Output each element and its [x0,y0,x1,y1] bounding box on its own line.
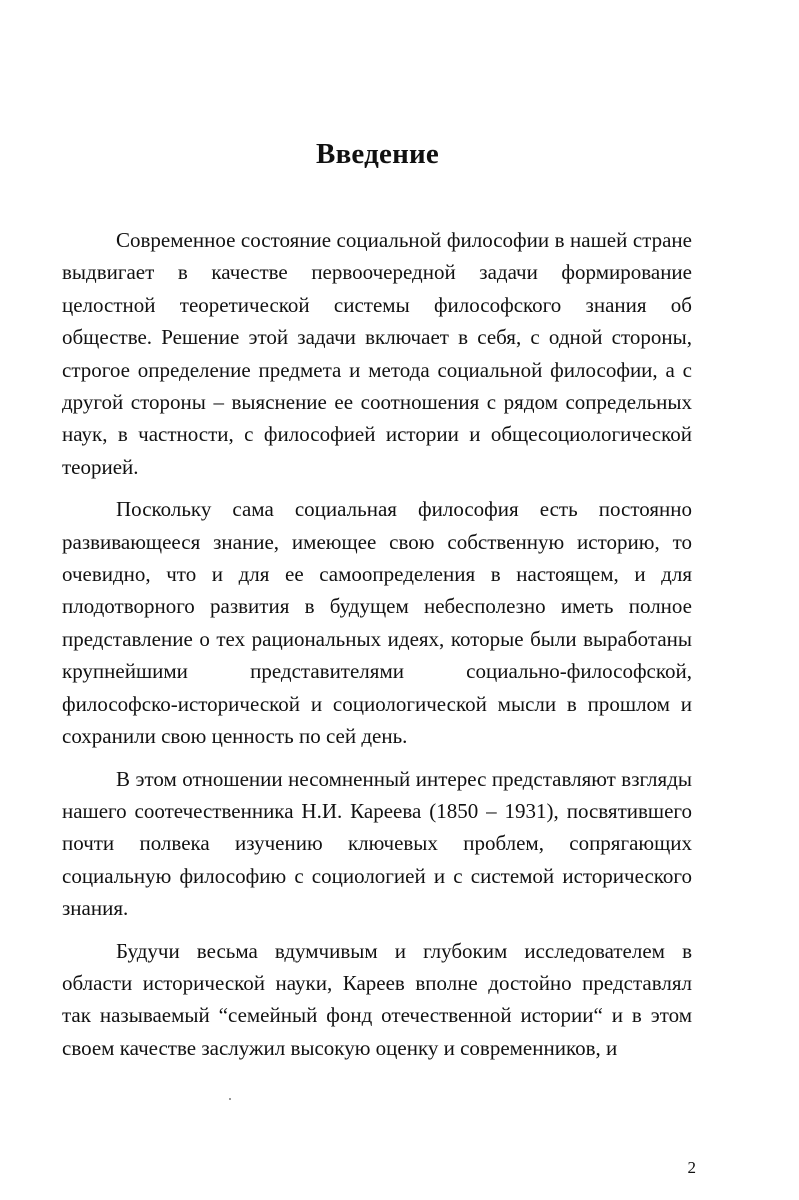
page-number: 2 [687,1158,696,1177]
body-text [62,224,692,1074]
paragraph: Поскольку сама социальная философия есть постоянно развивающееся знание, имеющее свою собственную историю, то очевидно, что и для ее самоопределения в настоящем, и для плодотворного развития в будущем небесполезно иметь полное представление о тех рациональных идеях, которые были выработаны крупнейшими представителями социально-философской, философско-исторической и социологической мысли в прошлом и сохранили свою ценность по сей день. [62,497,692,749]
paragraph: В этом отношении несомненный интерес представляют взгляды нашего соотечественника Н.И. Кареева (1850 – 1931), посвятившего почти полвека изучению ключевых проблем, сопрягающих социальную философию с социологией и с системой исторического знания. [62,766,692,921]
paragraph: Будучи весьма вдумчивым и глубоким исследователем в области исторической науки, Кареев вполне достойно представлял так называемый “семейный фонд отечественной истории“ и в этом своем качестве заслужил высокую оценку и современников, и [62,938,692,1060]
paragraph: Современное состояние социальной философии в нашей стране выдвигает в качестве первоочередной задачи формирование целостной теоретической системы философского знания об обществе. Решение этой задачи включает в себя, с одной стороны, строгое определение предмета и метода социальной философии, а с другой стороны – выяснение ее соотношения с рядом сопредельных наук, в частности, с философией истории и общесоциологической теорией. [62,228,692,479]
scan-speck [229,1098,231,1100]
page-title: Введение [316,138,439,170]
